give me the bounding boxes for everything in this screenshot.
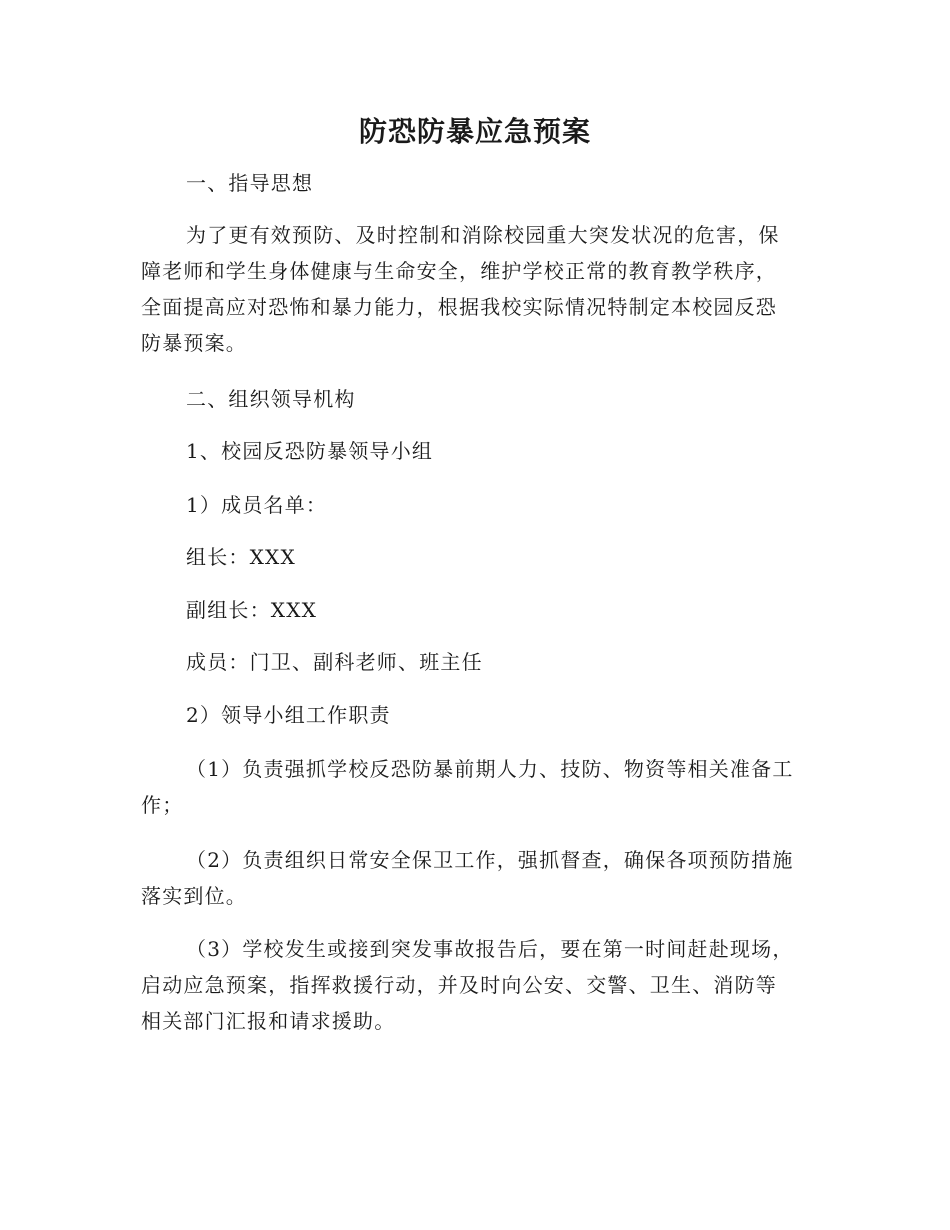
subsection-heading-leading-group: 1、校园反恐防暴领导小组	[186, 439, 434, 463]
duty-line: （2）负责组织日常安全保卫工作，强抓督查，确保各项预防措施	[186, 848, 794, 872]
section-heading-organization: 二、组织领导机构	[186, 387, 356, 411]
duty-line: 落实到位。	[141, 884, 247, 908]
deputy-group-leader: 副组长：XXX	[186, 598, 318, 622]
paragraph-line: 全面提高应对恐怖和暴力能力，根据我校实际情况特制定本校园反恐	[141, 295, 777, 319]
section-heading-guiding-thought: 一、指导思想	[186, 171, 314, 195]
paragraph-line: 防暴预案。	[141, 331, 247, 355]
duty-line: （3）学校发生或接到突发事故报告后，要在第一时间赶赴现场，	[186, 937, 794, 961]
group-leader: 组长：XXX	[186, 545, 296, 569]
paragraph-line: 为了更有效预防、及时控制和消除校园重大突发状况的危害，保	[186, 223, 780, 247]
duty-line: 相关部门汇报和请求援助。	[141, 1009, 396, 1033]
duties-heading: 2）领导小组工作职责	[186, 703, 391, 727]
duty-line: （1）负责强抓学校反恐防暴前期人力、技防、物资等相关准备工	[186, 757, 794, 781]
members-list-heading: 1）成员名单：	[186, 493, 328, 517]
group-members: 成员：门卫、副科老师、班主任	[186, 650, 483, 674]
paragraph-line: 障老师和学生身体健康与生命安全，维护学校正常的教育教学秩序，	[141, 259, 777, 283]
duty-line: 作；	[141, 793, 184, 817]
duty-line: 启动应急预案，指挥救援行动，并及时向公安、交警、卫生、消防等	[141, 973, 777, 997]
document-title: 防恐防暴应急预案	[358, 115, 591, 148]
